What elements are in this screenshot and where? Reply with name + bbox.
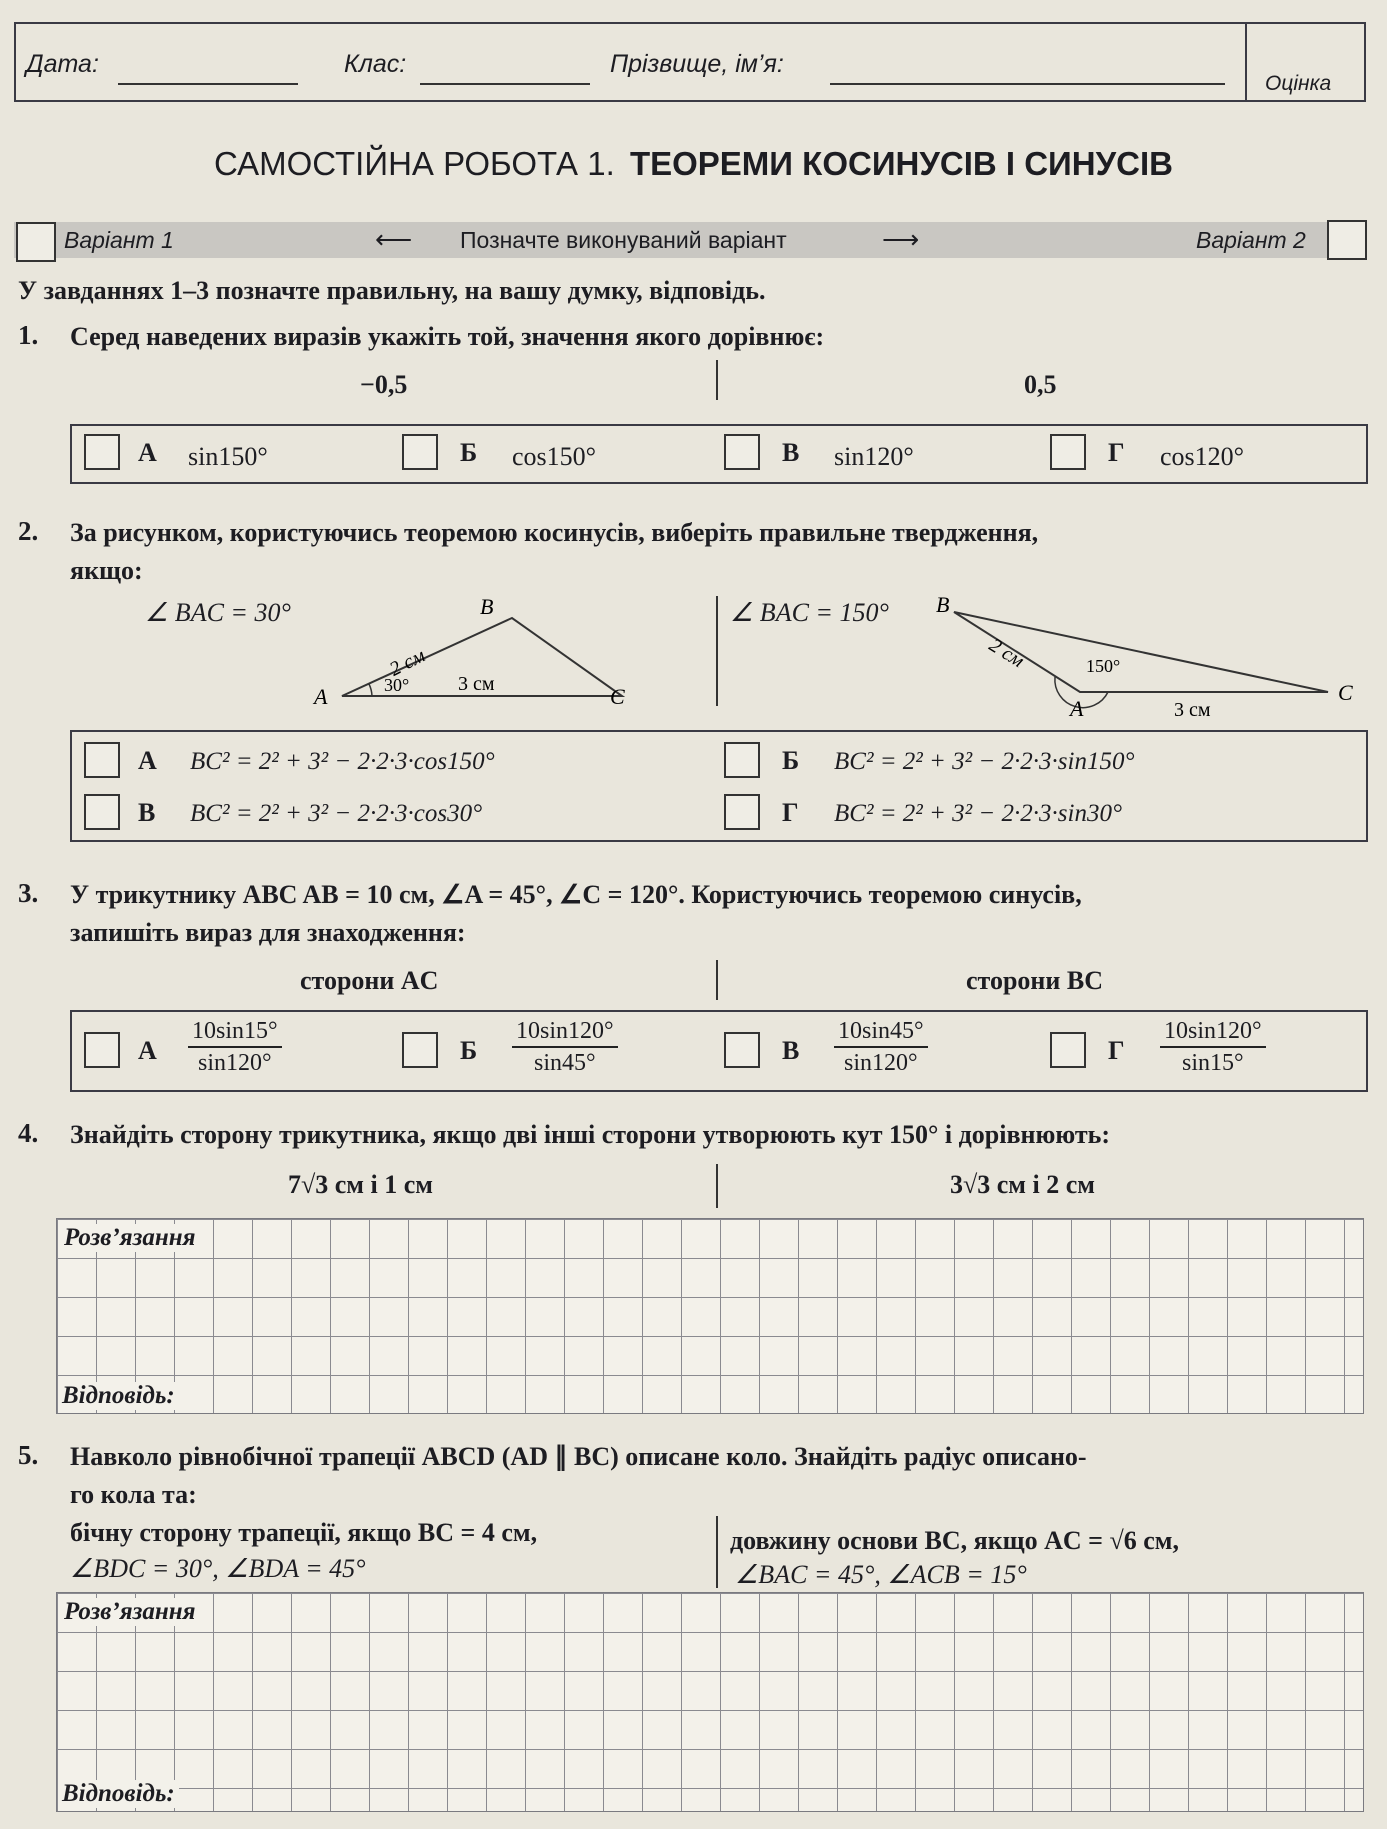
- q3-option-c-letter: В: [782, 1036, 800, 1065]
- title-main: ТЕОРЕМИ КОСИНУСІВ І СИНУСІВ: [629, 145, 1173, 182]
- q5-v1-line2: ∠BDC = 30°, ∠BDA = 45°: [70, 1554, 366, 1583]
- q2-fig2-angle: 150°: [1086, 656, 1121, 676]
- q2-fig1-side-ab: 2 см: [386, 644, 429, 681]
- name-field[interactable]: [830, 82, 1225, 85]
- q3-option-a-numerator: 10sin15°: [188, 1016, 282, 1048]
- right-arrow-icon: ⟶: [882, 224, 920, 254]
- variant-hint: Позначте виконуваний варіант: [460, 227, 787, 253]
- title-prefix: САМОСТІЙНА РОБОТА 1.: [214, 145, 615, 182]
- q2-figure-1: [300, 590, 640, 715]
- q2-fig2-side-ab: 2 см: [985, 634, 1028, 673]
- q3-text-line2: запишіть вираз для знаходження:: [70, 918, 466, 947]
- q2-option-d-text: BC² = 2² + 3² − 2·2·3·sin30°: [834, 800, 1122, 827]
- q4-divider: [716, 1164, 718, 1208]
- q4-number: 4.: [18, 1118, 39, 1148]
- q5-text-line2: го кола та:: [70, 1480, 197, 1509]
- q2-fig1-angle-arc: [369, 684, 372, 696]
- q5-text-line1: Навколо рівнобічної трапеції ABCD (AD ∥ BC) описане коло. Знайдіть радіус описано-: [70, 1442, 1087, 1471]
- q2-fig1-angle: 30°: [384, 675, 410, 695]
- q3-option-d-denominator: sin15°: [1182, 1050, 1244, 1076]
- variant-2-label: Варіант 2: [1196, 227, 1306, 253]
- variant-1-checkbox[interactable]: [16, 222, 56, 262]
- q5-answer-label: Відповідь:: [58, 1780, 179, 1808]
- q1-option-d-checkbox[interactable]: [1050, 434, 1086, 470]
- q2-value-v1: ∠ BAC = 30°: [145, 598, 291, 627]
- q3-option-a-denominator: sin120°: [198, 1050, 272, 1076]
- date-label: Дата:: [26, 50, 99, 78]
- q2-fig1-label-a: A: [314, 684, 328, 709]
- q3-value-v2: сторони BC: [966, 966, 1104, 995]
- q2-option-b-text: BC² = 2² + 3² − 2·2·3·sin150°: [834, 748, 1135, 775]
- q1-option-a-letter: А: [138, 438, 157, 467]
- q1-option-b-checkbox[interactable]: [402, 434, 438, 470]
- q3-text-line1: У трикутнику ABC AB = 10 см, ∠A = 45°, ∠C = 120°. Користуючись теоремою синусів,: [70, 880, 1082, 909]
- q5-v2-line1: довжину основи BC, якщо AC = √6 см,: [730, 1526, 1180, 1555]
- q3-option-b-checkbox[interactable]: [402, 1032, 438, 1068]
- q3-number: 3.: [18, 878, 39, 908]
- q5-v2-line2: ∠BAC = 45°, ∠ACB = 15°: [735, 1560, 1027, 1589]
- q1-text: Серед наведених виразів укажіть той, значення якого дорівнює:: [70, 322, 825, 351]
- name-label: Прізвище, ім’я:: [610, 50, 784, 78]
- q2-option-c-text: BC² = 2² + 3² − 2·2·3·cos30°: [190, 800, 483, 827]
- q3-option-b-denominator: sin45°: [534, 1050, 596, 1076]
- q1-number: 1.: [18, 320, 39, 350]
- q4-solution-grid[interactable]: [56, 1218, 1364, 1414]
- q3-divider: [716, 960, 718, 1000]
- q3-option-b-fraction: [512, 1016, 618, 1078]
- q1-option-b-text: cos150°: [512, 442, 597, 471]
- q2-fig2-label-b: B: [936, 592, 950, 617]
- q2-fig1-label-b: B: [480, 594, 494, 619]
- q1-option-d-text: cos120°: [1160, 442, 1245, 471]
- q2-text-line1: За рисунком, користуючись теоремою косинусів, виберіть правильне твердження,: [70, 518, 1039, 547]
- q1-option-d-letter: Г: [1108, 438, 1125, 467]
- q4-answer-label: Відповідь:: [58, 1382, 179, 1410]
- q3-option-c-numerator: 10sin45°: [834, 1016, 928, 1048]
- q4-value-v2: 3√3 см і 2 см: [950, 1170, 1095, 1199]
- q5-solution-grid[interactable]: [56, 1592, 1364, 1812]
- q1-option-c-letter: В: [782, 438, 800, 467]
- class-field[interactable]: [420, 82, 590, 85]
- q2-fig1-side-ac: 3 см: [458, 673, 495, 695]
- grade-label: Оцінка: [1265, 72, 1332, 95]
- q1-option-a-checkbox[interactable]: [84, 434, 120, 470]
- q2-option-c-letter: В: [138, 798, 156, 827]
- q2-text-line2: якщо:: [70, 556, 143, 585]
- q2-option-a-checkbox[interactable]: [84, 742, 120, 778]
- q4-solution-label: Розв’язання: [60, 1224, 200, 1252]
- q2-option-d-checkbox[interactable]: [724, 794, 760, 830]
- q3-value-v1: сторони AC: [300, 966, 439, 995]
- q1-option-a-text: sin150°: [188, 442, 268, 471]
- q5-solution-label: Розв’язання: [60, 1598, 200, 1626]
- q2-option-c-checkbox[interactable]: [84, 794, 120, 830]
- left-arrow-icon: ⟵: [375, 224, 413, 254]
- q3-option-d-letter: Г: [1108, 1036, 1125, 1065]
- page-title: [0, 145, 1387, 183]
- q1-divider: [716, 360, 718, 400]
- q2-fig2-side-ac: 3 см: [1174, 699, 1211, 721]
- q5-v1-line1: бічну сторону трапеції, якщо BC = 4 см,: [70, 1518, 538, 1547]
- q1-value-v2: 0,5: [1024, 370, 1057, 399]
- q3-option-a-checkbox[interactable]: [84, 1032, 120, 1068]
- q4-value-v1: 7√3 см і 1 см: [288, 1170, 433, 1199]
- q2-option-b-checkbox[interactable]: [724, 742, 760, 778]
- q2-fig2-label-c: C: [1338, 680, 1353, 705]
- q2-number: 2.: [18, 516, 39, 546]
- date-field[interactable]: [118, 82, 298, 85]
- q3-option-b-numerator: 10sin120°: [512, 1016, 618, 1048]
- q3-option-d-checkbox[interactable]: [1050, 1032, 1086, 1068]
- grade-cell-divider: [1245, 22, 1247, 100]
- intro-text: У завданнях 1–3 позначте правильну, на вашу думку, відповідь.: [18, 276, 766, 305]
- q5-divider: [716, 1516, 718, 1588]
- q1-option-c-checkbox[interactable]: [724, 434, 760, 470]
- q3-option-b-letter: Б: [460, 1036, 478, 1065]
- q1-value-v1: −0,5: [360, 370, 408, 399]
- q3-option-d-fraction: [1160, 1016, 1266, 1078]
- q3-option-a-fraction: [188, 1016, 282, 1078]
- q2-value-v2: ∠ BAC = 150°: [730, 598, 889, 627]
- q4-text: Знайдіть сторону трикутника, якщо дві інші сторони утворюють кут 150° і дорівнюють:: [70, 1120, 1111, 1149]
- variant-2-checkbox[interactable]: [1327, 220, 1367, 260]
- q1-option-c-text: sin120°: [834, 442, 914, 471]
- q1-option-b-letter: Б: [460, 438, 478, 467]
- class-label: Клас:: [344, 50, 407, 78]
- q3-option-a-letter: А: [138, 1036, 157, 1065]
- q2-option-a-letter: А: [138, 746, 157, 775]
- q2-fig2-label-a: A: [1070, 696, 1084, 721]
- q2-option-b-letter: Б: [782, 746, 800, 775]
- q2-fig1-label-c: C: [610, 684, 625, 709]
- q3-option-c-fraction: [834, 1016, 928, 1078]
- q2-option-d-letter: Г: [782, 798, 799, 827]
- variant-1-label: Варіант 1: [64, 227, 174, 253]
- q2-option-a-text: BC² = 2² + 3² − 2·2·3·cos150°: [190, 748, 495, 775]
- q2-divider: [716, 596, 718, 706]
- q3-option-d-numerator: 10sin120°: [1160, 1016, 1266, 1048]
- q2-figure-2: [930, 590, 1370, 725]
- q5-number: 5.: [18, 1440, 39, 1470]
- q3-option-c-denominator: sin120°: [844, 1050, 918, 1076]
- q3-option-c-checkbox[interactable]: [724, 1032, 760, 1068]
